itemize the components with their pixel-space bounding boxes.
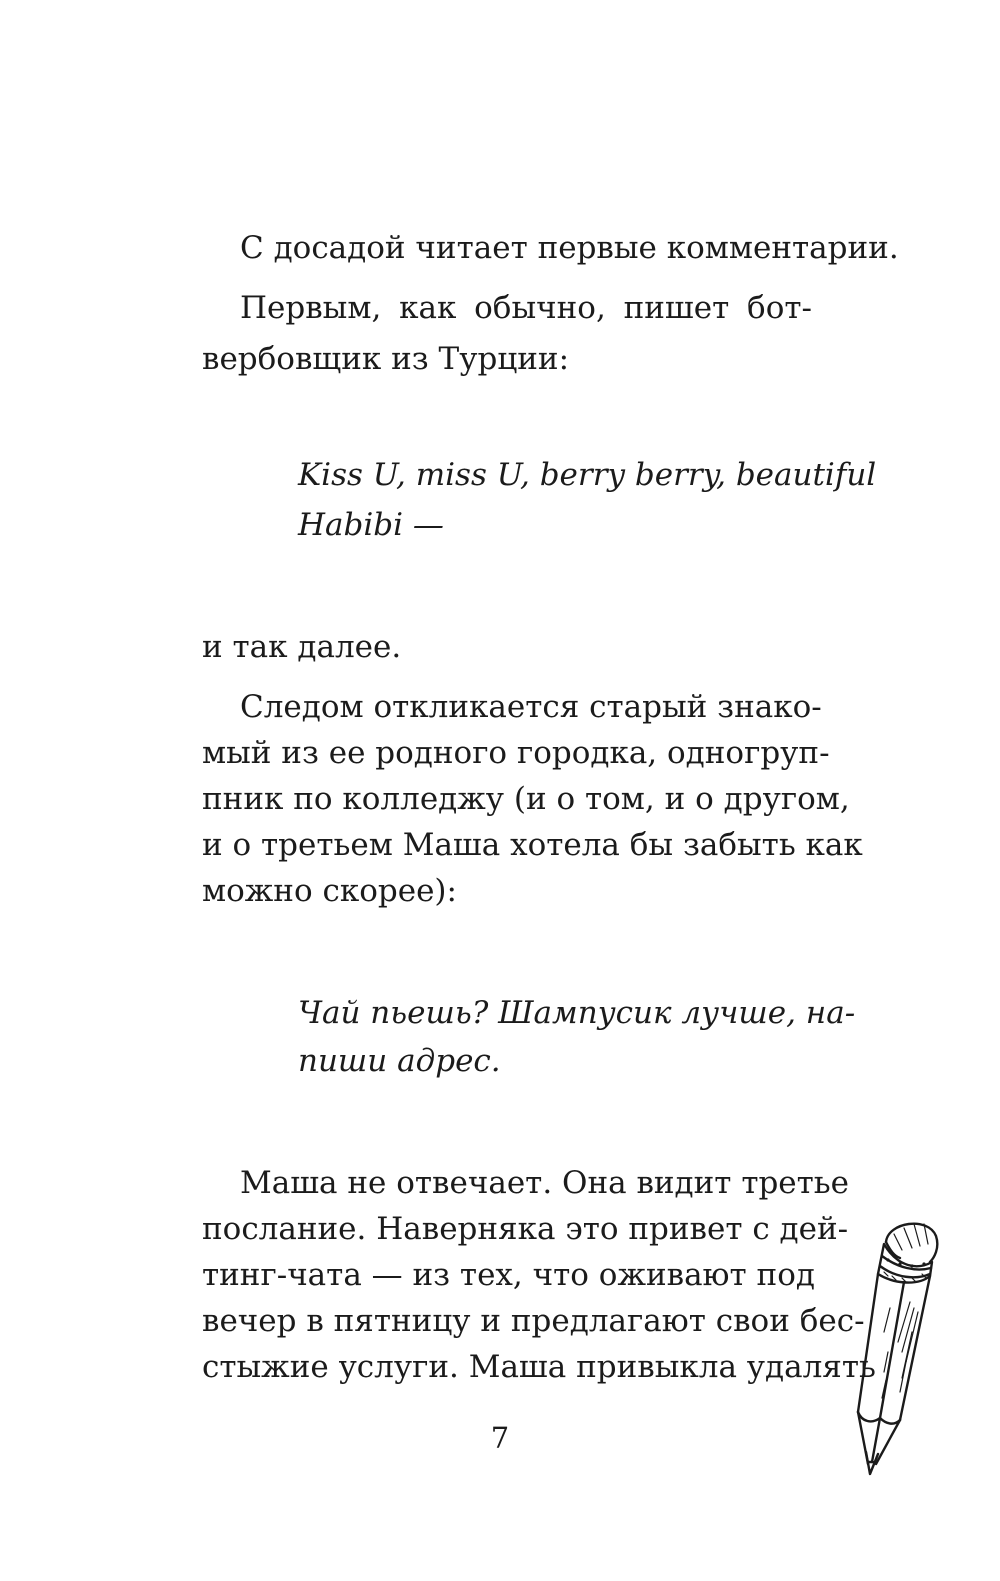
paragraph-4-line-5: можно скорее): <box>202 873 457 909</box>
paragraph-2-line-1: Первым, как обычно, пишет бот- <box>240 290 812 326</box>
paragraph-2-line-2: вербовщик из Турции: <box>202 341 570 377</box>
page-number: 7 <box>490 1421 510 1455</box>
paragraph-5-line-5: стыжие услуги. Маша привыкла удалять <box>202 1349 876 1385</box>
paragraph-5-line-1: Маша не отвечает. Она видит третье <box>240 1165 850 1201</box>
quote-2-line-2: пиши адрес. <box>298 1043 501 1079</box>
quote-1-line-2: Habibi — <box>298 507 444 543</box>
pencil-icon <box>828 1212 948 1482</box>
paragraph-4-line-1: Следом откликается старый знако- <box>240 689 822 725</box>
paragraph-4-line-3: пник по колледжу (и о том, и о другом, <box>202 781 850 817</box>
paragraph-1-line-1: С досадой читает первые комментарии. <box>240 230 899 266</box>
quote-2-line-1: Чай пьешь? Шампусик лучше, на- <box>298 995 856 1031</box>
quote-1-line-1: Kiss U, miss U, berry berry, beautiful <box>298 457 877 493</box>
paragraph-5-line-3: тинг-чата — из тех, что оживают под <box>202 1257 815 1293</box>
paragraph-4-line-4: и о третьем Маша хотела бы забыть как <box>202 827 863 863</box>
paragraph-3-line-1: и так далее. <box>202 629 402 665</box>
paragraph-5-line-2: послание. Наверняка это привет с дей- <box>202 1211 849 1247</box>
paragraph-5-line-4: вечер в пятницу и предлагают свои бес- <box>202 1303 865 1339</box>
paragraph-4-line-2: мый из ее родного городка, одногруп- <box>202 735 830 771</box>
